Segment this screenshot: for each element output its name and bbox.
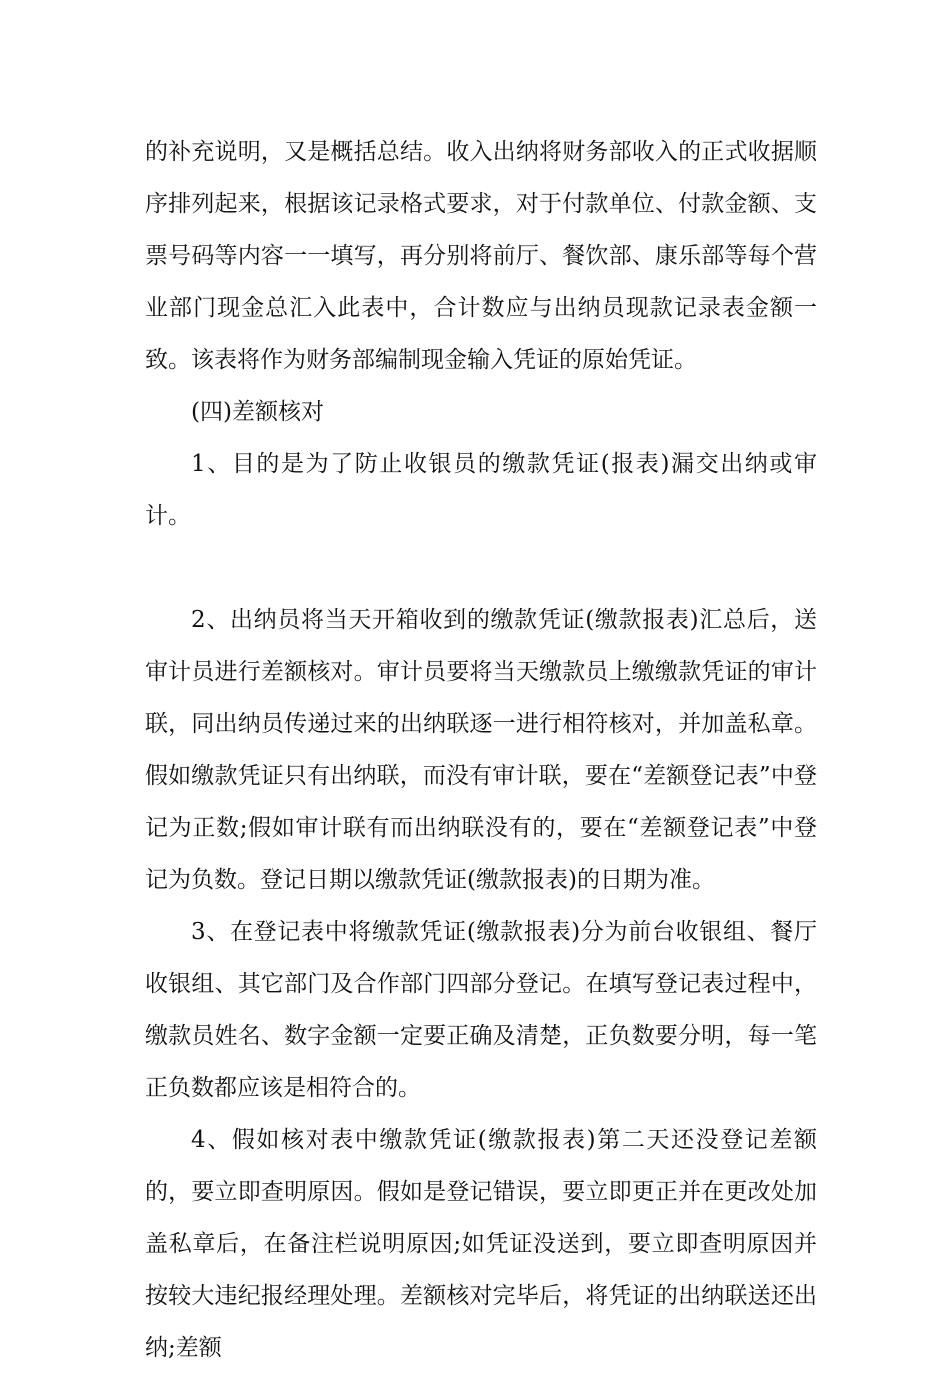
paragraph-item-3: 3、在登记表中将缴款凭证(缴款报表)分为前台收银组、餐厅收银组、其它部门及合作部门四部分登记。在填写登记表过程中，缴款员姓名、数字金额一定要正确及清楚，正负数要分明，每一笔正负数都应该是相符合的。 bbox=[145, 919, 817, 1101]
paragraph-continuation: 的补充说明，又是概括总结。收入出纳将财务部收入的正式收据顺序排列起来，根据该记录格式要求，对于付款单位、付款金额、支票号码等内容一一填写，再分别将前厅、餐饮部、康乐部等每个营业部门现金总汇入此表中，合计数应与出纳员现款记录表金额一致。该表将作为财务部编制现金输入凭证的原始凭证。 bbox=[145, 139, 817, 373]
paragraph-item-4: 4、假如核对表中缴款凭证(缴款报表)第二天还没登记差额的，要立即查明原因。假如是登记错误，要立即更正并在更改处加盖私章后，在备注栏说明原因;如凭证没送到，要立即查明原因并按较大违纪报经理处理。差额核对完毕后，将凭证的出纳联送还出纳;差额 bbox=[145, 1127, 817, 1361]
document-body bbox=[145, 126, 817, 1374]
paragraph-item-1: 1、目的是为了防止收银员的缴款凭证(报表)漏交出纳或审计。 bbox=[145, 451, 817, 529]
paragraph-item-2: 2、出纳员将当天开箱收到的缴款凭证(缴款报表)汇总后，送审计员进行差额核对。审计员要将当天缴款员上缴缴款凭证的审计联，同出纳员传递过来的出纳联逐一进行相符核对，并加盖私章。假如缴款凭证只有出纳联，而没有审计联，要在“差额登记表”中登记为正数;假如审计联有而出纳联没有的，要在“差额登记表”中登记为负数。登记日期以缴款凭证(缴款报表)的日期为准。 bbox=[145, 607, 817, 893]
paragraph-spacer bbox=[145, 542, 817, 594]
section-heading: (四)差额核对 bbox=[191, 399, 324, 425]
